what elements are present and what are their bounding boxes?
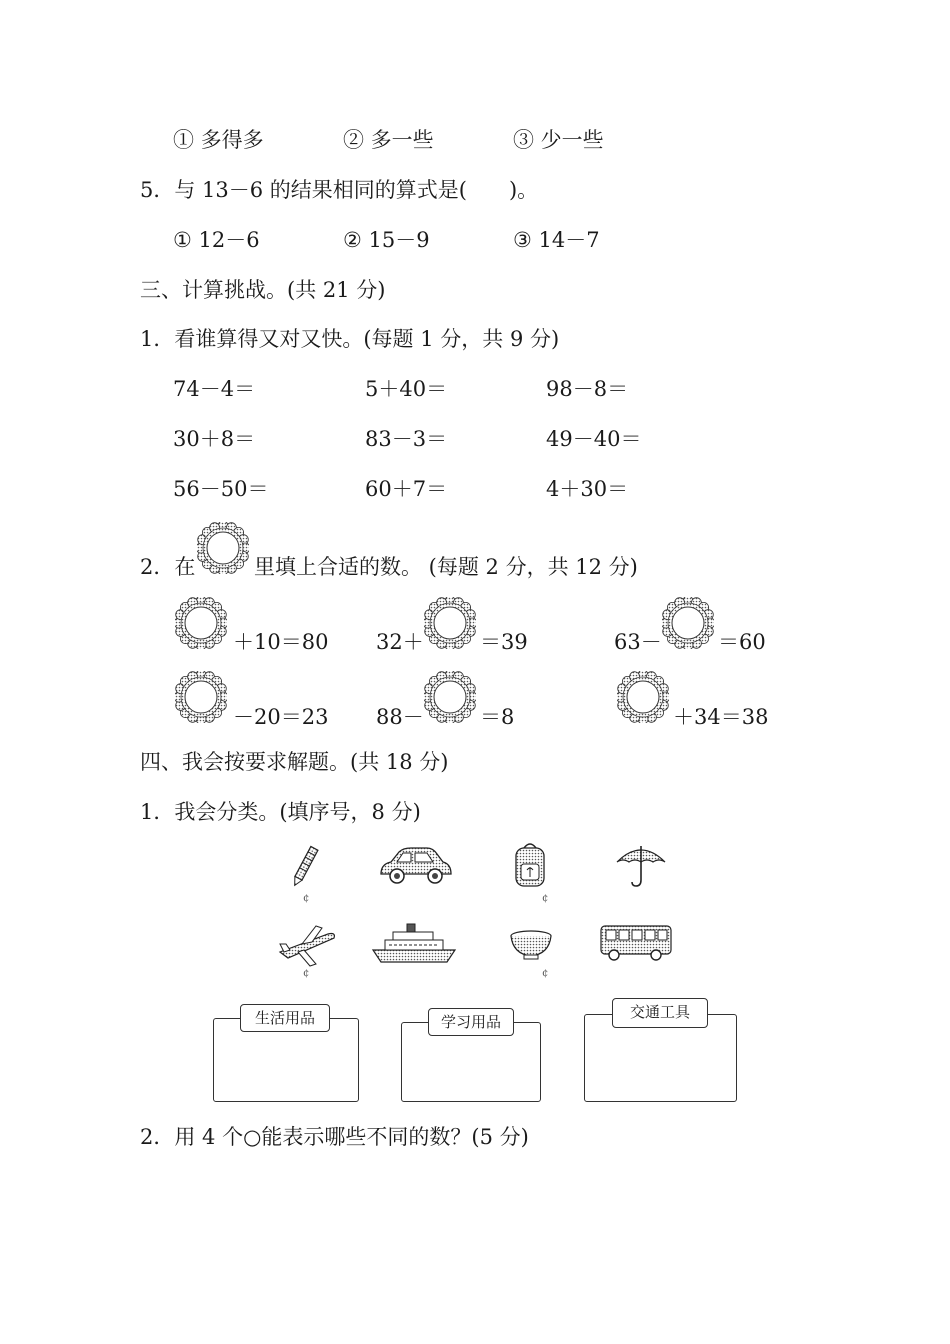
fill-post: ＋10＝80 bbox=[233, 630, 329, 654]
category-label-daily: 生活用品 bbox=[240, 1004, 330, 1032]
fill-pre: 63－ bbox=[614, 630, 662, 654]
label-slot: ¢ bbox=[303, 968, 310, 979]
calc-item: 60＋7＝ bbox=[365, 477, 448, 501]
section4-title: 四、我会按要求解题。(共 18 分) bbox=[140, 750, 449, 774]
ship-icon bbox=[371, 922, 457, 966]
flower-icon bbox=[197, 522, 249, 574]
pencil-icon bbox=[285, 842, 325, 890]
fill-post: ＝60 bbox=[718, 630, 766, 654]
backpack-icon bbox=[510, 840, 550, 890]
calc-item: 30＋8＝ bbox=[173, 427, 256, 451]
section3-q2-pre: 2．在 bbox=[140, 555, 196, 579]
section3-q2-post: 里填上合适的数。 (每题 2 分，共 12 分) bbox=[254, 555, 638, 579]
calc-item: 74－4＝ bbox=[173, 377, 256, 401]
flower-blank[interactable] bbox=[617, 671, 669, 723]
calc-item: 56－50＝ bbox=[173, 477, 269, 501]
calc-item: 83－3＝ bbox=[365, 427, 448, 451]
label-slot: ¢ bbox=[542, 968, 549, 979]
bus-icon bbox=[598, 922, 674, 962]
q5-option-1: ① 12－6 bbox=[173, 228, 260, 252]
section4-q1-title: 1．我会分类。(填序号，8 分) bbox=[140, 800, 421, 824]
q4-option-2: ② 多一些 bbox=[343, 128, 434, 152]
section3-title: 三、计算挑战。(共 21 分) bbox=[140, 278, 386, 302]
q4-option-1: ① 多得多 bbox=[173, 128, 264, 152]
umbrella-icon bbox=[615, 842, 667, 888]
calc-item: 5＋40＝ bbox=[365, 377, 448, 401]
flower-blank[interactable] bbox=[175, 597, 227, 649]
q4-option-3: ③ 少一些 bbox=[513, 128, 604, 152]
fill-pre: 88－ bbox=[376, 705, 424, 729]
fill-post: ＋34＝38 bbox=[673, 705, 769, 729]
section3-q1-title: 1．看谁算得又对又快。(每题 1 分，共 9 分) bbox=[140, 327, 560, 351]
label-slot: ¢ bbox=[303, 893, 310, 904]
calc-item: 98－8＝ bbox=[546, 377, 629, 401]
flower-blank[interactable] bbox=[662, 597, 714, 649]
calc-item: 4＋30＝ bbox=[546, 477, 629, 501]
bowl-icon bbox=[508, 928, 554, 962]
section4-q2-title: 2．用 4 个○能表示哪些不同的数？(5 分) bbox=[140, 1125, 529, 1149]
flower-blank[interactable] bbox=[424, 671, 476, 723]
category-label-transport: 交通工具 bbox=[612, 998, 708, 1028]
category-label-study: 学习用品 bbox=[428, 1008, 514, 1036]
q5-option-2: ② 15－9 bbox=[343, 228, 430, 252]
q5-option-3: ③ 14－7 bbox=[513, 228, 600, 252]
fill-post: ＝39 bbox=[480, 630, 528, 654]
fill-post: －20＝23 bbox=[233, 705, 329, 729]
label-slot: ¢ bbox=[542, 893, 549, 904]
airplane-icon bbox=[276, 922, 338, 968]
fill-pre: 32＋ bbox=[376, 630, 424, 654]
flower-blank[interactable] bbox=[175, 671, 227, 723]
calc-item: 49－40＝ bbox=[546, 427, 642, 451]
fill-post: ＝8 bbox=[480, 705, 515, 729]
car-icon bbox=[375, 844, 455, 888]
q5-text: 5．与 13－6 的结果相同的算式是( )。 bbox=[140, 178, 539, 202]
flower-blank[interactable] bbox=[424, 597, 476, 649]
